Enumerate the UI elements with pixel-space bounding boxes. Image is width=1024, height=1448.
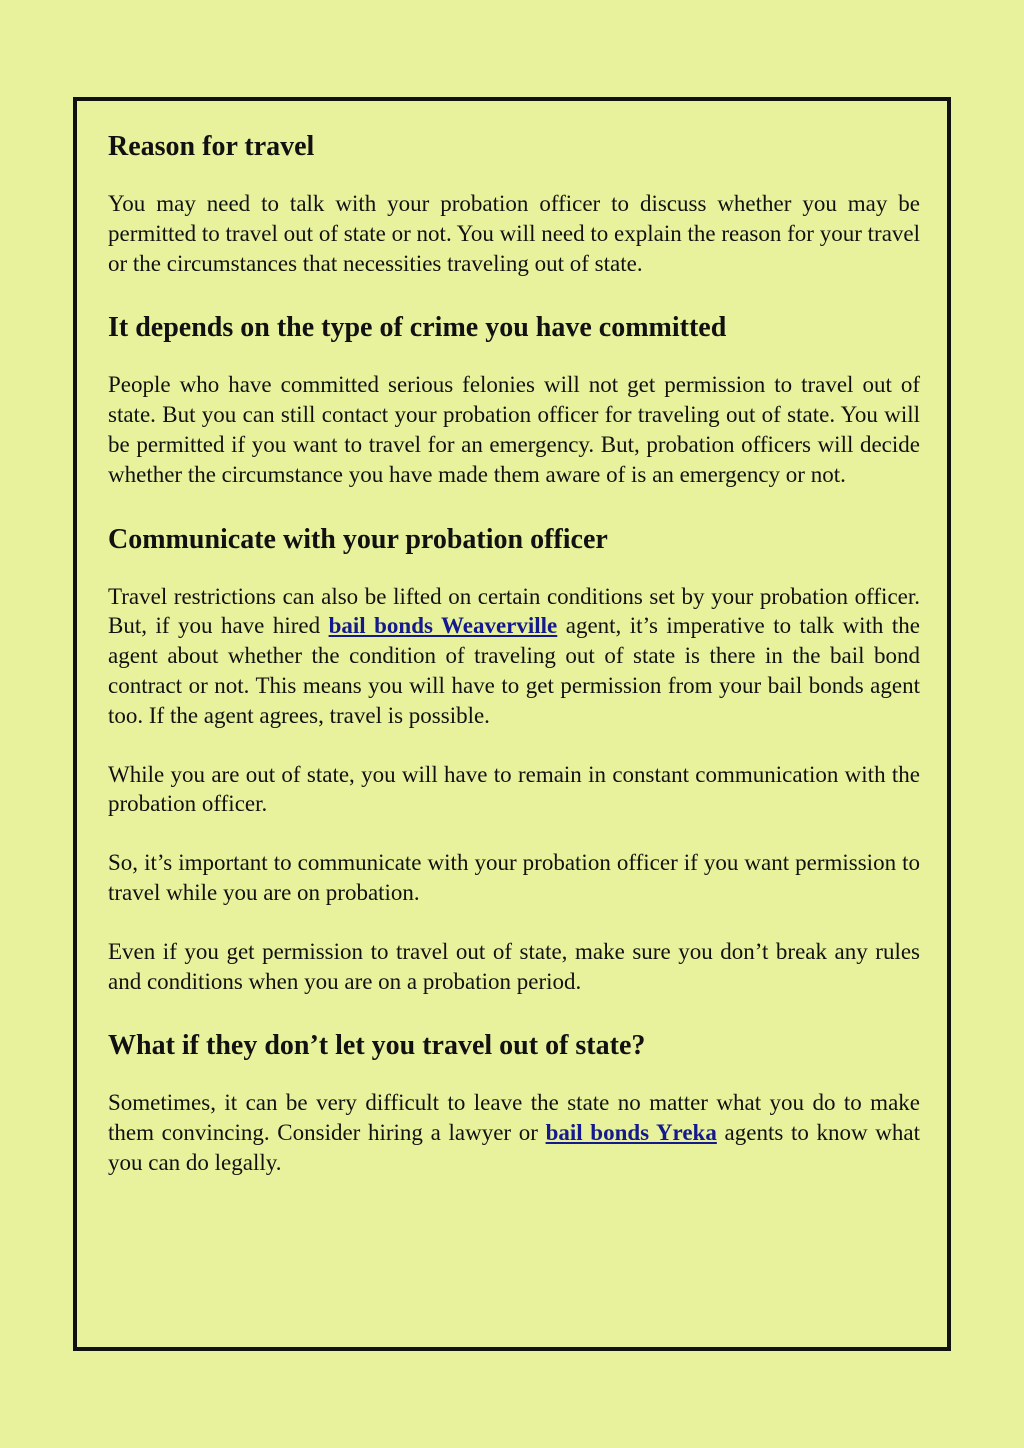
paragraph-what-if-denied — [108, 1088, 920, 1177]
heading-type-of-crime: It depends on the type of crime you have committed — [108, 312, 727, 344]
paragraph-text-part: agent, it’s imperative to talk with the agent about whether the condition of traveling out of state is there in the bail bond contract or not. This means you will have to get permission from your bail bonds agent too. If the agent agrees, travel is possible. — [108, 613, 920, 728]
paragraph-dont-break-rules: Even if you get permission to travel out of state, make sure you don’t break any rules and conditions when you are on a probation period. — [108, 938, 920, 994]
document-content — [108, 129, 920, 1207]
bail-bonds-weaverville-link[interactable]: bail bonds Weaverville — [328, 613, 558, 639]
heading-reason-for-travel: Reason for travel — [108, 131, 315, 162]
paragraph-text-part: agents to know what you can do legally. — [108, 1120, 921, 1175]
paragraph-reason-for-travel: You may need to talk with your probation officer to discuss whether you may be permitted to travel out of state or not. You will need to explain the reason for your travel or the circumstances that necessities traveling out of state. — [108, 191, 920, 276]
paragraph-type-of-crime: People who have committed serious felonies will not get permission to travel out of state. But you can still contact your probation officer for traveling out of state. You will be permitted if you want to travel for an emergency. But, probation officers will decide whether the circumstance you have made them aware of is an emergency or not. — [108, 372, 920, 487]
paragraph-constant-communication: While you are out of state, you will have to remain in constant communication with the probation officer. — [108, 761, 920, 817]
paragraph-important-to-communicate: So, it’s important to communicate with your probation officer if you want permission to travel while you are on probation. — [108, 850, 920, 905]
heading-what-if-denied: What if they don’t let you travel out of state? — [108, 1030, 646, 1062]
bail-bonds-yreka-link[interactable]: bail bonds Yreka — [545, 1120, 717, 1146]
page-frame — [73, 97, 951, 1351]
heading-communicate: Communicate with your probation officer — [108, 523, 608, 555]
paragraph-text-part: Sometimes, it can be very difficult to leave the state no matter what you do to make them convincing. Consider hiring a lawyer or — [108, 1090, 920, 1146]
paragraph-text-part: Travel restrictions can also be lifted on certain conditions set by your probation officer. But, if you have hired — [108, 583, 920, 639]
paragraph-travel-restrictions — [108, 582, 920, 731]
